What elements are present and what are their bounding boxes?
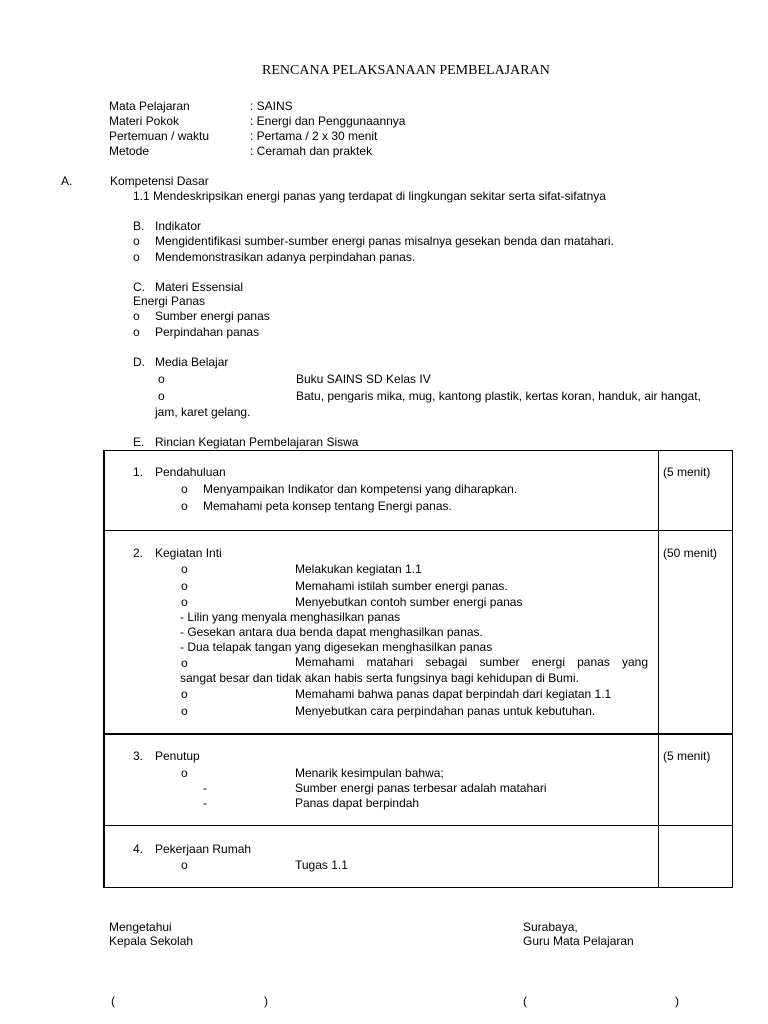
row-number: 3. [133, 749, 144, 763]
signature-caption: Mengetahui [109, 920, 172, 934]
signature-open-paren: ( [111, 994, 115, 1008]
section-a-heading: Kompetensi Dasar [110, 174, 209, 188]
info-value: : SAINS [250, 99, 293, 113]
bullet-mark: o [181, 687, 188, 701]
bullet-mark: o [133, 309, 140, 323]
table-border [105, 733, 732, 735]
row-heading: Kegiatan Inti [155, 546, 222, 560]
table-border [105, 530, 732, 531]
conclusion-item: Panas dapat berpindah [295, 796, 420, 810]
activity-item: Menarik kesimpulan bahwa; [295, 766, 444, 780]
signature-caption: Surabaya, [523, 920, 578, 934]
media-item-continued: jam, karet gelang. [155, 405, 251, 419]
info-value: : Pertama / 2 x 30 menit [250, 129, 378, 143]
bullet-mark: o [133, 325, 140, 339]
dash-mark: - [203, 781, 207, 795]
info-label: Pertemuan / waktu [109, 129, 210, 143]
table-border [105, 887, 732, 888]
section-d-letter: D. [133, 355, 145, 369]
table-column-divider [658, 450, 659, 888]
example-item: - Lilin yang menyala menghasilkan panas [180, 610, 401, 624]
info-value: : Energi dan Penggunaannya [250, 114, 406, 128]
materi-item: Perpindahan panas [155, 325, 260, 339]
indikator-item: Mendemonstrasikan adanya perpindahan panas. [155, 250, 416, 264]
section-b-heading: Indikator [155, 219, 202, 233]
bullet-mark: o [181, 579, 188, 593]
row-number: 2. [133, 546, 144, 560]
row-time: (5 menit) [663, 749, 711, 763]
bullet-mark: o [181, 766, 188, 780]
section-b-letter: B. [133, 219, 145, 233]
info-label: Mata Pelajaran [109, 99, 190, 113]
signature-role: Guru Mata Pelajaran [523, 934, 634, 948]
bullet-mark: o [181, 704, 188, 718]
activity-item: Memahami bahwa panas dapat berpindah dari kegiatan 1.1 [295, 687, 612, 701]
row-heading: Penutup [155, 749, 200, 763]
info-label: Materi Pokok [109, 114, 180, 128]
activity-item: Memahami istilah sumber energi panas. [295, 579, 508, 593]
section-e-letter: E. [133, 435, 145, 449]
activity-item: Tugas 1.1 [295, 858, 348, 872]
materi-subheading: Energi Panas [133, 294, 206, 308]
activity-item: Menyebutkan contoh sumber energi panas [295, 595, 523, 609]
row-heading: Pekerjaan Rumah [155, 842, 252, 856]
signature-close-paren: ) [264, 994, 268, 1008]
row-heading: Pendahuluan [155, 465, 226, 479]
activity-item: Menyampaikan Indikator dan kompetensi yang diharapkan. [203, 482, 518, 496]
signature-open-paren: ( [523, 994, 527, 1008]
section-a-letter: A. [61, 174, 73, 188]
signature-role: Kepala Sekolah [109, 934, 194, 948]
table-border [105, 450, 732, 451]
info-label: Metode [109, 144, 150, 158]
indikator-item: Mengidentifikasi sumber-sumber energi panas misalnya gesekan benda dan matahari. [155, 234, 614, 248]
section-e-heading: Rincian Kegiatan Pembelajaran Siswa [155, 435, 359, 449]
row-time: (50 menit) [663, 546, 718, 560]
row-number: 4. [133, 842, 144, 856]
conclusion-item: Sumber energi panas terbesar adalah matahari [295, 781, 547, 795]
example-item: - Gesekan antara dua benda dapat menghasilkan panas. [180, 625, 483, 639]
media-item: Buku SAINS SD Kelas IV [296, 372, 431, 386]
section-c-heading: Materi Essensial [155, 280, 244, 294]
table-border [105, 825, 732, 826]
section-d-heading: Media Belajar [155, 355, 229, 369]
activity-item: Memahami peta konsep tentang Energi panas. [203, 499, 452, 513]
activity-item: Melakukan kegiatan 1.1 [295, 562, 422, 576]
kompetensi-dasar-text: 1.1 Mendeskripsikan energi panas yang terdapat di lingkungan sekitar serta sifat-sifatnya [133, 189, 606, 203]
row-number: 1. [133, 465, 144, 479]
activity-item: Memahami matahari sebagai sumber energi panas yang [295, 655, 648, 669]
section-c-letter: C. [133, 280, 145, 294]
page-title: RENCANA PELAKSANAAN PEMBELAJARAN [262, 63, 550, 78]
bullet-mark: o [181, 499, 188, 513]
bullet-mark: o [158, 389, 165, 403]
dash-mark: - [203, 796, 207, 810]
bullet-mark: o [181, 656, 188, 670]
signature-close-paren: ) [675, 994, 679, 1008]
bullet-mark: o [181, 858, 188, 872]
example-item: - Dua telapak tangan yang digesekan menghasilkan panas [180, 640, 493, 654]
bullet-mark: o [181, 562, 188, 576]
info-value: : Ceramah dan praktek [250, 144, 373, 158]
activity-item: Menyebutkan cara perpindahan panas untuk kebutuhan. [295, 704, 596, 718]
bullet-mark: o [181, 595, 188, 609]
activity-item-continued: sangat besar dan tidak akan habis serta fungsinya bagi kehidupan di Bumi. [180, 671, 579, 685]
bullet-mark: o [158, 372, 165, 386]
materi-item: Sumber energi panas [155, 309, 270, 323]
bullet-mark: o [181, 482, 188, 496]
media-item: Batu, pengaris mika, mug, kantong plastik, kertas koran, handuk, air hangat, [296, 389, 701, 403]
bullet-mark: o [133, 234, 140, 248]
bullet-mark: o [133, 250, 140, 264]
row-time: (5 menit) [663, 465, 711, 479]
